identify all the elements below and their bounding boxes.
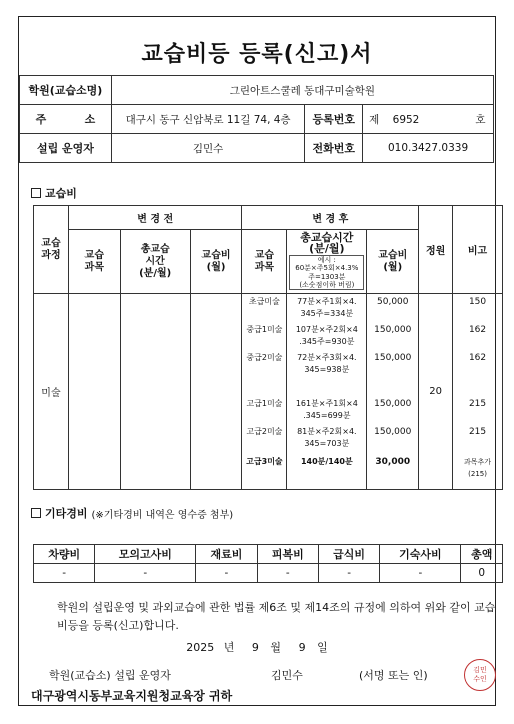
course-cell: 미술 xyxy=(34,294,69,490)
subject-after: 고급1미술 xyxy=(246,399,283,408)
date-year: 2025 xyxy=(186,641,215,654)
after-header: 변 경 후 xyxy=(242,206,419,230)
empty-subject-before xyxy=(68,294,120,490)
phone-label: 전화번호 xyxy=(305,134,363,163)
reg-label: 등록번호 xyxy=(305,105,363,134)
operator-label: 설립 운영자 xyxy=(20,134,112,163)
fee-table xyxy=(33,205,503,490)
expense-table xyxy=(33,544,503,583)
expense-value: - xyxy=(380,564,461,583)
expense-header: 총액 xyxy=(461,545,503,564)
time-after: 107분×주2회×4 .345주=930분 xyxy=(295,325,358,346)
expense-value: - xyxy=(95,564,196,583)
time-after: 81분×주2회×4. 345=703분 xyxy=(297,427,357,448)
subject-after: 중급1미술 xyxy=(246,325,283,334)
academy-label: 학원(교습소명) xyxy=(20,76,112,105)
note-header: 비고 xyxy=(453,206,503,294)
time-after: 77분×주1회×4. 345주=334분 xyxy=(297,297,357,318)
reg-prefix: 제 xyxy=(369,113,380,126)
expense-section-title xyxy=(31,505,233,521)
note-col xyxy=(453,294,503,490)
time-after: 140분/140분 xyxy=(300,457,353,466)
capacity-cell: 20 xyxy=(419,294,453,490)
note-row: 과목추가 (215) xyxy=(464,458,492,478)
note-row: 162 xyxy=(468,353,487,363)
date-line xyxy=(19,639,495,655)
subject-after-header: 교습 과목 xyxy=(242,230,287,294)
date-day: 9 xyxy=(298,641,306,654)
expense-value: - xyxy=(257,564,318,583)
month-unit: 월 xyxy=(270,641,282,654)
fee-after: 30,000 xyxy=(375,457,411,467)
before-header: 변 경 전 xyxy=(68,206,242,230)
form-frame xyxy=(18,16,496,706)
page-title: 교습비등 등록(신고)서 xyxy=(141,42,373,67)
subject-before-header: 교습 과목 xyxy=(68,230,120,294)
signer-name: 김민수 xyxy=(271,669,303,682)
time-after: 72분×주3회×4. 345=938분 xyxy=(297,353,357,374)
recipient: 대구광역시동부교육지원청교육장 귀하 xyxy=(31,689,233,703)
empty-fee-before xyxy=(190,294,242,490)
statement-text: 학원의 설립운영 및 과외교습에 관한 법률 제6조 및 제14조의 규정에 의하여 위와 같이 교습비등을 등록(신고)합니다. xyxy=(57,601,496,632)
note-row: 215 xyxy=(468,399,487,409)
address-value: 대구시 동구 신암북로 11길 74, 4층 xyxy=(111,105,304,134)
info-table-2 xyxy=(19,104,494,163)
fee-after: 150,000 xyxy=(374,399,412,409)
expense-value: - xyxy=(196,564,257,583)
total-before-header: 총교습 시간 (분/월) xyxy=(120,230,190,294)
expense-header: 재료비 xyxy=(196,545,257,564)
sign-note: (서명 또는 인) xyxy=(359,669,428,682)
fee-after-col xyxy=(367,294,419,490)
expense-header: 급식비 xyxy=(318,545,379,564)
info-table xyxy=(19,75,494,105)
example-note: 예시 : 60분×주5회×4.3% 주=1303분 (소숫점이하 버림) xyxy=(289,255,364,289)
expense-header: 모의고사비 xyxy=(95,545,196,564)
empty-total-before xyxy=(120,294,190,490)
expense-value: - xyxy=(34,564,95,583)
seal-stamp: 김민 수인 xyxy=(464,659,496,691)
subject-after: 중급2미술 xyxy=(246,353,283,362)
subject-after: 초급미술 xyxy=(248,297,280,306)
note-row: 215 xyxy=(468,427,487,437)
reg-value: 6952 xyxy=(392,113,420,126)
total-after-header xyxy=(287,230,367,294)
expense-value: 0 xyxy=(461,564,503,583)
fee-after: 150,000 xyxy=(374,427,412,437)
fee-section-title xyxy=(31,185,77,201)
fee-after-header: 교습비 (월) xyxy=(367,230,419,294)
fee-section-label: 교습비 xyxy=(45,187,77,200)
note-row: 162 xyxy=(468,325,487,335)
fee-after: 150,000 xyxy=(374,353,412,363)
expense-header: 기숙사비 xyxy=(380,545,461,564)
day-unit: 일 xyxy=(317,641,328,654)
address-label: 주 소 xyxy=(20,105,112,134)
reg-number xyxy=(363,105,494,134)
subject-after: 고급2미술 xyxy=(246,427,283,436)
reg-suffix: 호 xyxy=(475,113,486,126)
phone-value: 010.3427.0339 xyxy=(363,134,494,163)
subject-after-col xyxy=(242,294,287,490)
fee-after: 50,000 xyxy=(377,297,409,307)
total-after-label: 총교습시간 (분/월) xyxy=(300,231,354,256)
date-month: 9 xyxy=(251,641,259,654)
course-header: 교습 과정 xyxy=(34,206,69,294)
signer-label: 학원(교습소) 설립 운영자 xyxy=(49,669,171,682)
checkbox-icon xyxy=(31,188,41,198)
operator-value: 김민수 xyxy=(111,134,304,163)
time-after-col xyxy=(287,294,367,490)
expense-value: - xyxy=(318,564,379,583)
expense-header: 차량비 xyxy=(34,545,95,564)
subject-after: 고급3미술 xyxy=(246,457,283,466)
fee-before-header: 교습비 (월) xyxy=(190,230,242,294)
expense-section-label: 기타경비 xyxy=(45,507,88,520)
time-after: 161분×주1회×4 .345=699분 xyxy=(295,399,358,420)
capacity-header: 정원 xyxy=(419,206,453,294)
checkbox-icon xyxy=(31,508,41,518)
expense-header: 피복비 xyxy=(257,545,318,564)
year-unit: 년 xyxy=(223,641,235,654)
expense-subtitle: (※기타경비 내역은 영수증 첨부) xyxy=(91,509,234,521)
note-row: 150 xyxy=(468,297,487,307)
fee-after: 150,000 xyxy=(374,325,412,335)
academy-value: 그린아트스쿨레 동대구미술학원 xyxy=(111,76,493,105)
